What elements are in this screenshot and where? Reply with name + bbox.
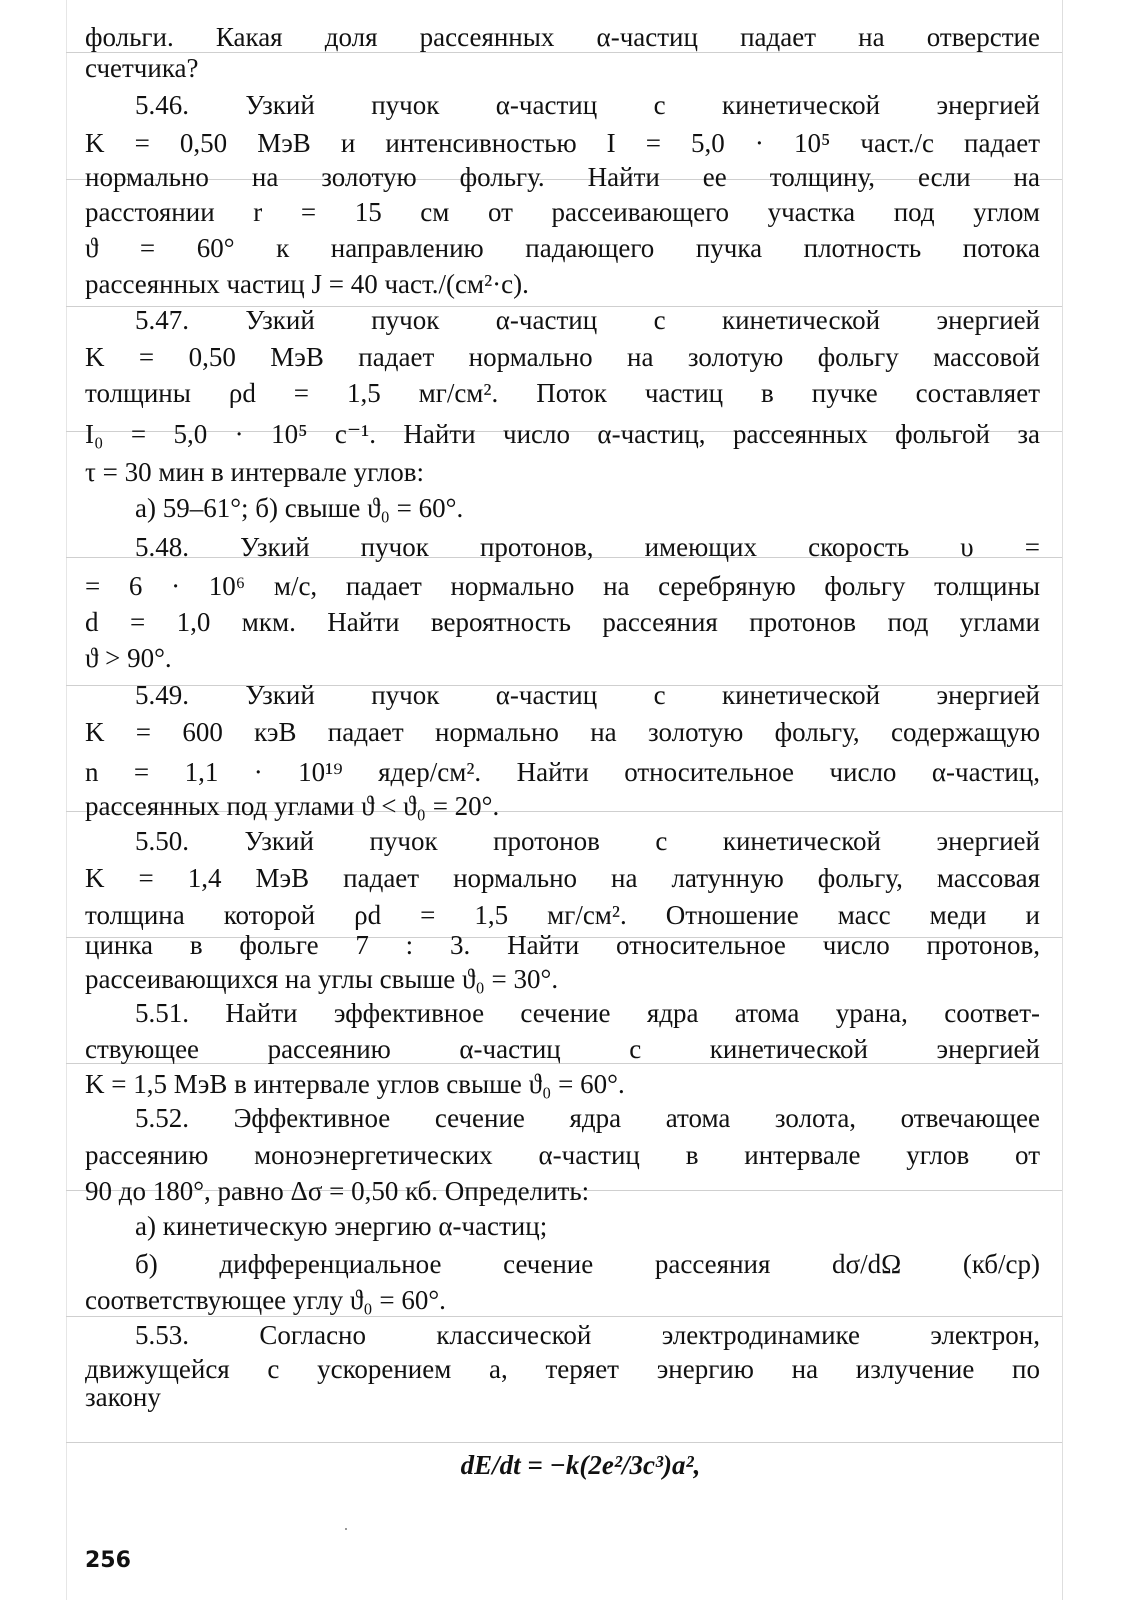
text-line: цинка в фольге 7 : 3. Найти относительное число протонов, (85, 930, 1040, 960)
problem-5-47-heading-line: 5.47. Узкий пучок α-частиц с кинетической энергией (135, 305, 1040, 335)
text-line: движущейся с ускорением a, теряет энергию на излучение по (85, 1354, 1040, 1384)
text-line: а) 59–61°; б) свыше ϑ₀ = 60°. (135, 493, 464, 523)
text-line: соответствующее углу ϑ₀ = 60°. (85, 1285, 446, 1315)
problem-5-52-heading-line: 5.52. Эффективное сечение ядра атома золота, отвечающее (135, 1103, 1040, 1133)
text-line: б) дифференциальное сечение рассеяния dσ/dΩ (кб/ср) (135, 1249, 1040, 1279)
text-line: n = 1,1 · 10¹⁹ ядер/см². Найти относительное число α-частиц, (85, 757, 1040, 787)
radiation-loss-formula: dE/dt = −k(2e²/3c³)a², (460, 1450, 701, 1480)
text-line: толщины ρd = 1,5 мг/см². Поток частиц в пучке составляет (85, 378, 1040, 408)
text-line: расстоянии r = 15 см от рассеивающего участка под углом (85, 197, 1040, 227)
scan-artifact-line (66, 1316, 1062, 1317)
text-line: а) кинетическую энергию α-частиц; (135, 1211, 548, 1241)
text-line: рассеянию моноэнергетических α-частиц в интервале углов от (85, 1140, 1040, 1170)
text-line: нормально на золотую фольгу. Найти ее толщину, если на (85, 162, 1040, 192)
page-left-edge (66, 0, 67, 1600)
text-line: d = 1,0 мкм. Найти вероятность рассеяния протонов под углами (85, 607, 1040, 637)
text-line: рассеивающихся на углы свыше ϑ₀ = 30°. (85, 964, 559, 994)
text-line: ствующее рассеянию α-частиц с кинетической энергией (85, 1034, 1040, 1064)
text-line: I₀ = 5,0 · 10⁵ с⁻¹. Найти число α-частиц, рассеянных фольгой за (85, 419, 1040, 449)
page-right-edge (1062, 0, 1063, 1600)
problem-5-51-heading-line: 5.51. Найти эффективное сечение ядра атома урана, соответ- (135, 998, 1040, 1028)
text-line: рассеянных под углами ϑ < ϑ₀ = 20°. (85, 791, 500, 821)
page-number: 256 (85, 1548, 131, 1573)
text-line: фольги. Какая доля рассеянных α-частиц падает на отверстие (85, 22, 1040, 52)
text-line: толщина которой ρd = 1,5 мг/см². Отношение масс меди и (85, 900, 1040, 930)
scan-artifact-line (66, 1442, 1062, 1443)
text-line: K = 1,5 МэВ в интервале углов свыше ϑ₀ = 60°. (85, 1069, 625, 1099)
text-line: = 6 · 10⁶ м/с, падает нормально на серебряную фольгу толщины (85, 571, 1040, 601)
text-line: счетчика? (85, 53, 199, 83)
text-line: K = 600 кэВ падает нормально на золотую фольгу, содержащую (85, 717, 1040, 747)
text-line: ϑ > 90°. (85, 643, 172, 673)
text-line: K = 1,4 МэВ падает нормально на латунную фольгу, массовая (85, 863, 1040, 893)
text-line: 90 до 180°, равно Δσ = 0,50 кб. Определить: (85, 1176, 590, 1206)
text-line: τ = 30 мин в интервале углов: (85, 457, 424, 487)
text-line: K = 0,50 МэВ и интенсивностью I = 5,0 · 10⁵ част./с падает (85, 128, 1040, 158)
text-line: K = 0,50 МэВ падает нормально на золотую фольгу массовой (85, 342, 1040, 372)
text-line: ϑ = 60° к направлению падающего пучка плотность потока (85, 233, 1040, 263)
text-line: рассеянных частиц J = 40 част./(см²·с). (85, 269, 529, 299)
problem-5-46-heading-line: 5.46. Узкий пучок α-частиц с кинетической энергией (135, 90, 1040, 120)
problem-5-48-heading-line: 5.48. Узкий пучок протонов, имеющих скорость υ = (135, 532, 1040, 562)
scan-speck (345, 1528, 347, 1530)
problem-5-49-heading-line: 5.49. Узкий пучок α-частиц с кинетической энергией (135, 680, 1040, 710)
problem-5-50-heading-line: 5.50. Узкий пучок протонов с кинетической энергией (135, 826, 1040, 856)
problem-5-53-heading-line: 5.53. Согласно классической электродинамике электрон, (135, 1320, 1040, 1350)
text-line: закону (85, 1382, 161, 1412)
